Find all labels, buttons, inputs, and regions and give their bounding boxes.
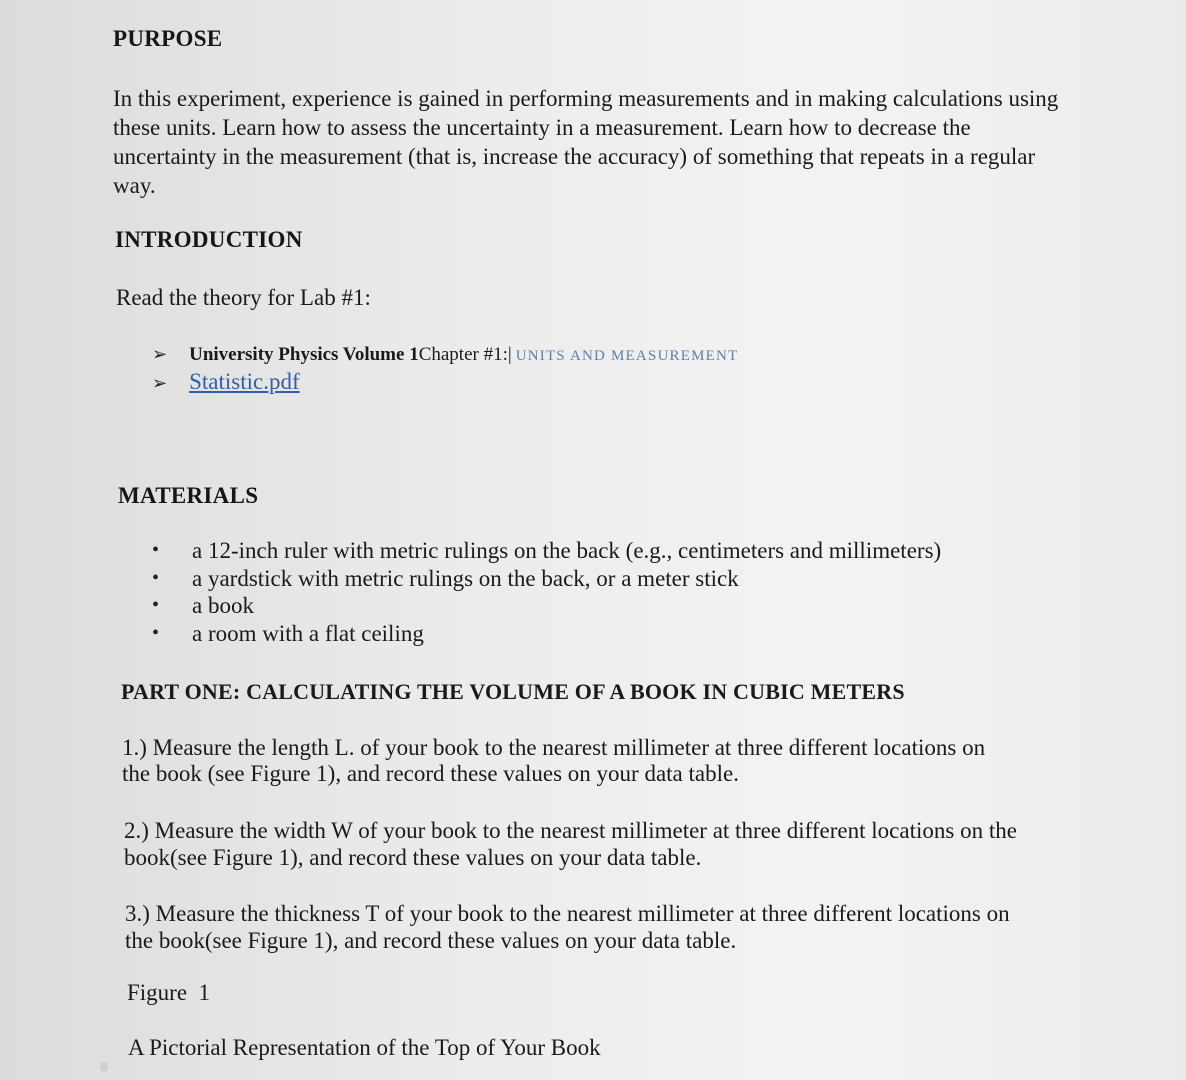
introduction-heading: INTRODUCTION (115, 227, 303, 252)
chapter-label: Chapter #1:| (418, 344, 512, 365)
reference-item-statistic (152, 369, 300, 395)
purpose-heading: PURPOSE (113, 26, 223, 51)
materials-list-item (152, 622, 159, 645)
arrow-bullet-icon: ➢ (152, 373, 168, 393)
bullet-icon: • (152, 567, 160, 589)
step-2-line-1: 2.) Measure the width W of your book to the nearest millimeter at three different locations on the (124, 818, 1017, 843)
step-3-line-2: the book(see Figure 1), and record these values on your data table. (125, 928, 737, 953)
statistic-pdf-link[interactable]: Statistic.pdf (189, 369, 300, 394)
introduction-text: Read the theory for Lab #1: (116, 285, 371, 310)
reference-item-textbook (152, 344, 738, 366)
step-3-line-1: 3.) Measure the thickness T of your book to the nearest millimeter at three different locations on (125, 901, 1010, 926)
bullet-icon: • (152, 539, 160, 561)
figure-caption: A Pictorial Representation of the Top of Your Book (128, 1035, 601, 1060)
part-one-heading: PART ONE: CALCULATING THE VOLUME OF A BOOK IN CUBIC METERS (121, 679, 905, 704)
textbook-title: University Physics Volume 1 (189, 344, 419, 365)
material-room: a room with a flat ceiling (192, 621, 424, 646)
stray-mark (100, 1062, 108, 1072)
step-1-line-1: 1.) Measure the length L. of your book to the nearest millimeter at three different locations on (122, 735, 986, 760)
step-1-line-2: the book (see Figure 1), and record these values on your data table. (122, 761, 739, 786)
materials-list-item (152, 567, 159, 590)
arrow-bullet-icon: ➢ (152, 344, 168, 364)
step-2-line-2: book(see Figure 1), and record these values on your data table. (124, 845, 702, 870)
figure-label: Figure 1 (127, 980, 211, 1005)
materials-list-item (152, 539, 159, 562)
material-ruler: a 12-inch ruler with metric rulings on the back (e.g., centimeters and millimeters) (192, 538, 942, 563)
purpose-paragraph: In this experiment, experience is gained in performing measurements and in making calculations using these units. Learn how to assess the uncertainty in a measurement. Learn how to decrease the uncertainty in the measurement (that is, increase the accuracy) of something that repeats in a regular way. (113, 86, 1059, 198)
materials-list-item (152, 594, 159, 617)
bullet-icon: • (152, 622, 160, 644)
chapter-title-link[interactable]: UNITS AND MEASUREMENT (515, 348, 739, 364)
bullet-icon: • (152, 594, 160, 616)
material-book: a book (192, 593, 254, 618)
materials-heading: MATERIALS (118, 483, 259, 508)
material-yardstick: a yardstick with metric rulings on the back, or a meter stick (192, 566, 739, 591)
